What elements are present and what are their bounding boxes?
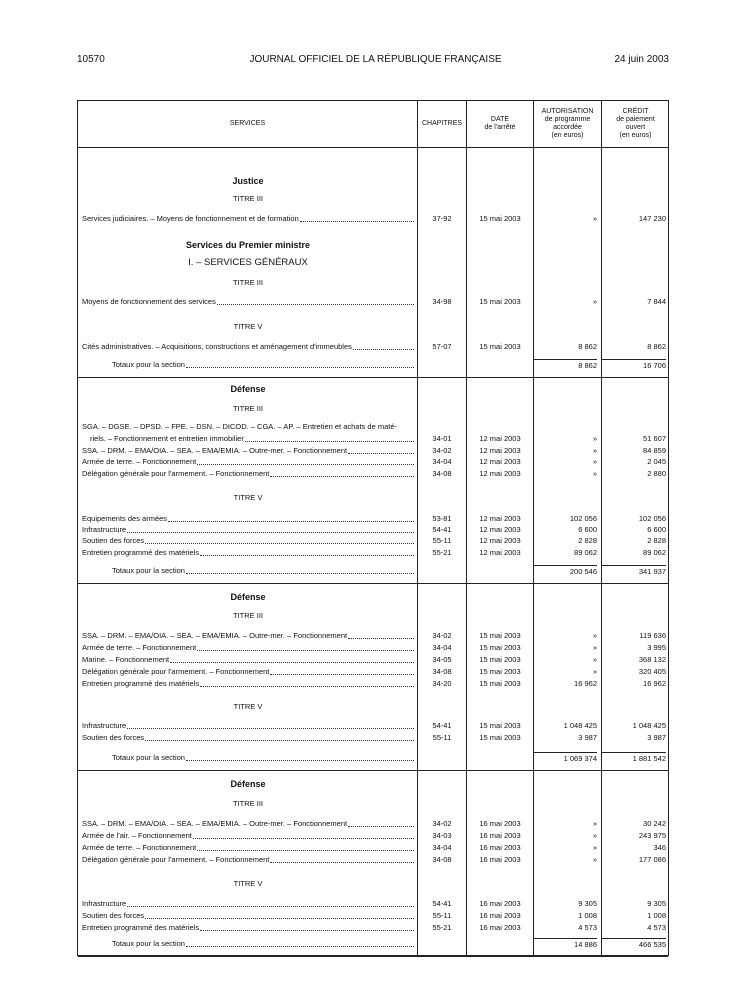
table-row bbox=[78, 296, 670, 308]
header-credit: CRÉDIT de paiement ouvert (en euros) bbox=[616, 108, 655, 139]
service-cell bbox=[82, 898, 416, 910]
chapitre-cell: 34-08 bbox=[432, 667, 452, 676]
autorisation-cell: 3 987 bbox=[578, 733, 597, 742]
table-row bbox=[78, 732, 670, 744]
dot-leader bbox=[200, 678, 414, 687]
chapitre-cell: 37-92 bbox=[432, 214, 452, 223]
autorisation-cell: » bbox=[592, 855, 597, 864]
titre-label: TITRE III bbox=[233, 799, 263, 808]
service-cell bbox=[82, 854, 416, 866]
table-row bbox=[78, 666, 670, 678]
dot-leader bbox=[270, 854, 414, 863]
page-number: 10570 bbox=[77, 54, 105, 65]
header-chapitres: CHAPITRES bbox=[421, 120, 463, 127]
chapitre-cell: 55-11 bbox=[432, 733, 452, 742]
service-cell bbox=[82, 630, 416, 642]
service-cell bbox=[82, 666, 416, 678]
titre-heading bbox=[78, 277, 670, 289]
date-cell: 12 mai 2003 bbox=[479, 469, 521, 478]
date-cell: 16 mai 2003 bbox=[479, 899, 521, 908]
autorisation-cell: 2 828 bbox=[578, 536, 597, 545]
credit-cell: 30 242 bbox=[643, 819, 666, 828]
dot-leader bbox=[186, 938, 414, 947]
service-label: Cités administratives. – Acquisitions, constructions et aménagement d'immeubles bbox=[82, 342, 352, 351]
dot-leader bbox=[145, 910, 414, 919]
section-divider bbox=[78, 770, 668, 771]
autorisation-cell: 1 048 425 bbox=[563, 721, 597, 730]
dot-leader bbox=[197, 642, 414, 651]
titre-heading bbox=[78, 403, 670, 415]
credit-cell: 368 132 bbox=[638, 655, 666, 664]
dot-leader bbox=[353, 341, 414, 350]
date-cell: 12 mai 2003 bbox=[479, 548, 521, 557]
date-cell: 16 mai 2003 bbox=[479, 819, 521, 828]
dot-leader bbox=[270, 666, 414, 675]
section-heading bbox=[78, 383, 670, 397]
credit-cell: 177 086 bbox=[638, 855, 666, 864]
chapitre-cell: 34-02 bbox=[432, 446, 452, 455]
service-cell bbox=[82, 732, 416, 744]
service-label: Soutien des forces bbox=[82, 733, 145, 742]
total-row bbox=[78, 565, 670, 577]
titre-heading bbox=[78, 878, 670, 890]
total-label-cell bbox=[112, 565, 416, 577]
date-cell: 15 mai 2003 bbox=[479, 721, 521, 730]
total-label: Totaux pour la section bbox=[112, 939, 185, 948]
table-row bbox=[78, 421, 670, 433]
service-label: Armée de terre. – Fonctionnement bbox=[82, 457, 197, 466]
table-row bbox=[78, 468, 670, 480]
credit-cell: 346 bbox=[653, 843, 666, 852]
chapitre-cell: 54-41 bbox=[432, 721, 452, 730]
total-label-cell bbox=[112, 359, 416, 371]
date-cell: 12 mai 2003 bbox=[479, 446, 521, 455]
date-cell: 16 mai 2003 bbox=[479, 923, 521, 932]
service-cell bbox=[82, 922, 416, 934]
date-cell: 15 mai 2003 bbox=[479, 733, 521, 742]
titre-heading bbox=[78, 798, 670, 810]
page-date: 24 juin 2003 bbox=[614, 54, 669, 65]
total-credit: 16 706 bbox=[602, 359, 666, 372]
credit-cell: 119 636 bbox=[639, 631, 666, 640]
section-title: Défense bbox=[230, 592, 266, 602]
total-row bbox=[78, 359, 670, 371]
titre-label: TITRE V bbox=[233, 493, 263, 502]
dot-leader bbox=[186, 359, 414, 368]
section-heading bbox=[78, 778, 670, 792]
service-label: SSA. – DRM. – EMA/OIA. – SEA. – EMA/EMIA. – Outre-mer. – Fonctionnement bbox=[82, 446, 348, 455]
credit-cell: 2 880 bbox=[647, 469, 666, 478]
chapitre-cell: 34-98 bbox=[432, 297, 452, 306]
titre-label: TITRE V bbox=[233, 702, 263, 711]
dot-leader bbox=[200, 547, 414, 556]
header-divider bbox=[78, 147, 668, 148]
table-row bbox=[78, 456, 670, 468]
autorisation-cell: » bbox=[592, 214, 597, 223]
autorisation-cell: 9 305 bbox=[578, 899, 597, 908]
date-cell: 16 mai 2003 bbox=[479, 855, 521, 864]
chapitre-cell: 34-04 bbox=[432, 643, 452, 652]
service-label: Soutien des forces bbox=[82, 911, 145, 920]
titre-heading bbox=[78, 193, 670, 205]
chapitre-cell: 34-08 bbox=[432, 469, 452, 478]
section-heading bbox=[78, 239, 670, 253]
autorisation-cell: » bbox=[592, 631, 597, 640]
credit-cell: 3 995 bbox=[647, 643, 666, 652]
section-divider bbox=[78, 377, 668, 378]
titre-label: TITRE III bbox=[233, 404, 263, 413]
dot-leader bbox=[127, 898, 414, 907]
table-row bbox=[78, 547, 670, 559]
credit-cell: 16 962 bbox=[643, 679, 666, 688]
credit-cell: 7 844 bbox=[647, 297, 666, 306]
chapitre-cell: 55-11 bbox=[432, 911, 452, 920]
dot-leader bbox=[197, 456, 414, 465]
autorisation-cell: 89 062 bbox=[574, 548, 597, 557]
service-cell bbox=[82, 642, 416, 654]
dot-leader bbox=[186, 752, 414, 761]
service-label: Infrastructure bbox=[82, 899, 127, 908]
dot-leader bbox=[300, 213, 414, 222]
date-cell: 12 mai 2003 bbox=[479, 525, 521, 534]
service-cell bbox=[82, 213, 416, 225]
date-cell: 16 mai 2003 bbox=[479, 911, 521, 920]
chapitre-cell: 34-20 bbox=[432, 679, 452, 688]
chapitre-cell: 55-21 bbox=[432, 548, 452, 557]
service-label: Equipements des armées bbox=[82, 514, 168, 523]
dot-leader bbox=[168, 513, 414, 522]
date-cell: 12 mai 2003 bbox=[479, 536, 521, 545]
section-heading bbox=[78, 175, 670, 189]
autorisation-cell: » bbox=[592, 831, 597, 840]
service-cell bbox=[82, 910, 416, 922]
service-cell bbox=[82, 547, 416, 559]
table-row bbox=[78, 830, 670, 842]
autorisation-cell: » bbox=[592, 667, 597, 676]
autorisation-cell: » bbox=[592, 655, 597, 664]
credit-cell: 89 062 bbox=[643, 548, 666, 557]
table-row bbox=[78, 213, 670, 225]
header-autorisation: AUTORISATION de programme accordée (en euros) bbox=[541, 108, 594, 139]
dot-leader bbox=[217, 296, 414, 305]
credit-cell: 9 305 bbox=[647, 899, 666, 908]
autorisation-cell: » bbox=[592, 297, 597, 306]
dot-leader bbox=[348, 818, 414, 827]
dot-leader bbox=[193, 830, 414, 839]
titre-heading bbox=[78, 492, 670, 504]
autorisation-cell: » bbox=[592, 643, 597, 652]
dot-leader bbox=[200, 922, 414, 931]
table-row bbox=[78, 842, 670, 854]
total-label: Totaux pour la section bbox=[112, 360, 185, 369]
chapitre-cell: 34-02 bbox=[432, 631, 452, 640]
credit-cell: 2 828 bbox=[647, 536, 666, 545]
credit-cell: 147 230 bbox=[638, 214, 666, 223]
section-title: Services du Premier ministre bbox=[185, 240, 311, 250]
autorisation-cell: » bbox=[592, 446, 597, 455]
autorisation-cell: » bbox=[592, 819, 597, 828]
date-cell: 12 mai 2003 bbox=[479, 514, 521, 523]
table-row bbox=[78, 642, 670, 654]
service-label: Armée de l'air. – Fonctionnement bbox=[82, 831, 192, 840]
service-label: Délégation générale pour l'armement. – Fonctionnement bbox=[82, 667, 270, 676]
autorisation-cell: 6 600 bbox=[578, 525, 597, 534]
autorisation-cell: » bbox=[592, 457, 597, 466]
autorisation-cell: 1 008 bbox=[578, 911, 597, 920]
subsection-title: I. – SERVICES GÉNÉRAUX bbox=[188, 257, 308, 268]
titre-heading bbox=[78, 321, 670, 333]
date-cell: 16 mai 2003 bbox=[479, 843, 521, 852]
dot-leader bbox=[145, 535, 414, 544]
date-cell: 15 mai 2003 bbox=[479, 342, 521, 351]
total-row bbox=[78, 752, 670, 764]
autorisation-cell: 16 962 bbox=[574, 679, 597, 688]
service-label: Délégation générale pour l'armement. – Fonctionnement bbox=[82, 855, 270, 864]
chapitre-cell: 53-81 bbox=[432, 514, 452, 523]
service-label: Services judiciaires. – Moyens de fonctionnement et de formation bbox=[82, 214, 299, 223]
date-cell: 15 mai 2003 bbox=[479, 214, 521, 223]
credit-cell: 320 405 bbox=[638, 667, 666, 676]
credit-cell: 2 045 bbox=[647, 457, 666, 466]
credit-cell: 1 008 bbox=[647, 911, 666, 920]
service-cell bbox=[82, 341, 416, 353]
total-label: Totaux pour la section bbox=[112, 566, 185, 575]
autorisation-cell: » bbox=[592, 469, 597, 478]
total-credit: 341 937 bbox=[602, 565, 666, 578]
credit-cell: 4 573 bbox=[647, 923, 666, 932]
credit-cell: 6 600 bbox=[647, 525, 666, 534]
service-label: Marine. – Fonctionnement bbox=[82, 655, 170, 664]
dot-leader bbox=[186, 565, 414, 574]
total-credit: 466 535 bbox=[602, 938, 666, 951]
table-row bbox=[78, 818, 670, 830]
service-cell bbox=[82, 654, 416, 666]
dot-leader bbox=[127, 720, 414, 729]
credit-cell: 51 607 bbox=[643, 434, 666, 443]
service-cell bbox=[82, 468, 416, 480]
dot-leader bbox=[348, 445, 414, 454]
service-cell bbox=[90, 433, 416, 445]
service-label: Infrastructure bbox=[82, 721, 127, 730]
credit-cell: 243 975 bbox=[638, 831, 666, 840]
autorisation-cell: » bbox=[592, 843, 597, 852]
credit-cell: 84 859 bbox=[643, 446, 666, 455]
service-cell bbox=[82, 830, 416, 842]
autorisation-cell: 8 862 bbox=[578, 342, 597, 351]
date-cell: 12 mai 2003 bbox=[479, 457, 521, 466]
service-cell bbox=[82, 456, 416, 468]
dot-leader bbox=[245, 433, 414, 442]
chapitre-cell: 34-04 bbox=[432, 843, 452, 852]
date-cell: 15 mai 2003 bbox=[479, 643, 521, 652]
chapitre-cell: 54-41 bbox=[432, 525, 452, 534]
service-cell bbox=[82, 421, 416, 433]
total-autorisation: 200 546 bbox=[534, 565, 597, 578]
table-row bbox=[78, 898, 670, 910]
service-label: Infrastructure bbox=[82, 525, 127, 534]
chapitre-cell: 55-11 bbox=[432, 536, 452, 545]
table-row bbox=[78, 854, 670, 866]
credit-cell: 102 056 bbox=[638, 514, 666, 523]
chapitre-cell: 55-21 bbox=[432, 923, 452, 932]
service-label: Soutien des forces bbox=[82, 536, 145, 545]
appropriations-table bbox=[77, 100, 669, 956]
date-cell: 12 mai 2003 bbox=[479, 434, 521, 443]
table-row bbox=[78, 654, 670, 666]
service-label: Entretien programmé des matériels bbox=[82, 679, 200, 688]
service-label: riels. – Fonctionnement et entretien immobilier bbox=[90, 434, 244, 443]
titre-label: TITRE III bbox=[233, 611, 263, 620]
service-cell bbox=[82, 535, 416, 547]
autorisation-cell: 102 056 bbox=[569, 514, 597, 523]
service-cell bbox=[82, 720, 416, 732]
service-label: Moyens de fonctionnement des services bbox=[82, 297, 216, 306]
service-label: Armée de terre. – Fonctionnement bbox=[82, 843, 197, 852]
service-cell bbox=[82, 818, 416, 830]
chapitre-cell: 34-08 bbox=[432, 855, 452, 864]
credit-cell: 8 862 bbox=[647, 342, 666, 351]
service-label: Armée de terre. – Fonctionnement bbox=[82, 643, 197, 652]
section-title: Défense bbox=[230, 384, 266, 394]
date-cell: 16 mai 2003 bbox=[479, 831, 521, 840]
date-cell: 15 mai 2003 bbox=[479, 679, 521, 688]
subsection-heading bbox=[78, 257, 670, 271]
service-label: SSA. – DRM. – EMA/OIA. – SEA. – EMA/EMIA. – Outre-mer. – Fonctionnement bbox=[82, 819, 348, 828]
date-cell: 15 mai 2003 bbox=[479, 667, 521, 676]
titre-label: TITRE V bbox=[233, 322, 263, 331]
section-title: Justice bbox=[232, 176, 264, 186]
chapitre-cell: 54-41 bbox=[432, 899, 452, 908]
titre-label: TITRE III bbox=[233, 278, 263, 287]
service-label: SGA. – DGSE. – DPSD. – FPE. – DSN. – DICOD. – CGA. – AP. – Entretien et achats de maté- bbox=[82, 422, 397, 431]
titre-heading bbox=[78, 610, 670, 622]
table-row bbox=[78, 341, 670, 353]
chapitre-cell: 57-07 bbox=[432, 342, 452, 351]
total-autorisation: 1 069 374 bbox=[534, 752, 597, 765]
section-heading bbox=[78, 591, 670, 605]
dot-leader bbox=[127, 524, 414, 533]
autorisation-cell: » bbox=[592, 434, 597, 443]
service-cell bbox=[82, 842, 416, 854]
total-label-cell bbox=[112, 752, 416, 764]
total-credit: 1 881 542 bbox=[602, 752, 666, 765]
date-cell: 15 mai 2003 bbox=[479, 655, 521, 664]
service-label: SSA. – DRM. – EMA/OIA. – SEA. – EMA/EMIA. – Outre-mer. – Fonctionnement bbox=[82, 631, 348, 640]
autorisation-cell: 4 573 bbox=[578, 923, 597, 932]
table-row bbox=[78, 720, 670, 732]
dot-leader bbox=[348, 630, 414, 639]
chapitre-cell: 34-05 bbox=[432, 655, 452, 664]
total-label: Totaux pour la section bbox=[112, 753, 185, 762]
chapitre-cell: 34-04 bbox=[432, 457, 452, 466]
header-services: SERVICES bbox=[229, 120, 266, 127]
table-row bbox=[78, 630, 670, 642]
dot-leader bbox=[270, 468, 414, 477]
header-date: DATE de l'arrêté bbox=[484, 116, 516, 131]
service-cell bbox=[82, 296, 416, 308]
credit-cell: 3 987 bbox=[647, 733, 666, 742]
table-row bbox=[78, 433, 670, 445]
service-label: Délégation générale pour l'armement. – Fonctionnement bbox=[82, 469, 270, 478]
titre-label: TITRE III bbox=[233, 194, 263, 203]
total-row bbox=[78, 938, 670, 950]
journal-title: JOURNAL OFFICIEL DE LA RÉPUBLIQUE FRANÇAISE bbox=[249, 54, 502, 65]
section-divider bbox=[78, 583, 668, 584]
chapitre-cell: 34-02 bbox=[432, 819, 452, 828]
section-title: Défense bbox=[230, 779, 266, 789]
total-autorisation: 14 886 bbox=[534, 938, 597, 951]
table-row bbox=[78, 922, 670, 934]
table-row bbox=[78, 910, 670, 922]
titre-label: TITRE V bbox=[233, 879, 263, 888]
table-row bbox=[78, 678, 670, 690]
date-cell: 15 mai 2003 bbox=[479, 631, 521, 640]
service-label: Entretien programmé des matériels bbox=[82, 923, 200, 932]
dot-leader bbox=[197, 842, 414, 851]
dot-leader bbox=[170, 654, 414, 663]
date-cell: 15 mai 2003 bbox=[479, 297, 521, 306]
total-autorisation: 8 862 bbox=[534, 359, 597, 372]
service-cell bbox=[82, 678, 416, 690]
service-label: Entretien programmé des matériels bbox=[82, 548, 200, 557]
total-label-cell bbox=[112, 938, 416, 950]
titre-heading bbox=[78, 701, 670, 713]
chapitre-cell: 34-03 bbox=[432, 831, 452, 840]
section-divider bbox=[78, 956, 668, 957]
credit-cell: 1 048 425 bbox=[632, 721, 666, 730]
dot-leader bbox=[145, 732, 414, 741]
table-row bbox=[78, 535, 670, 547]
chapitre-cell: 34-01 bbox=[432, 434, 452, 443]
